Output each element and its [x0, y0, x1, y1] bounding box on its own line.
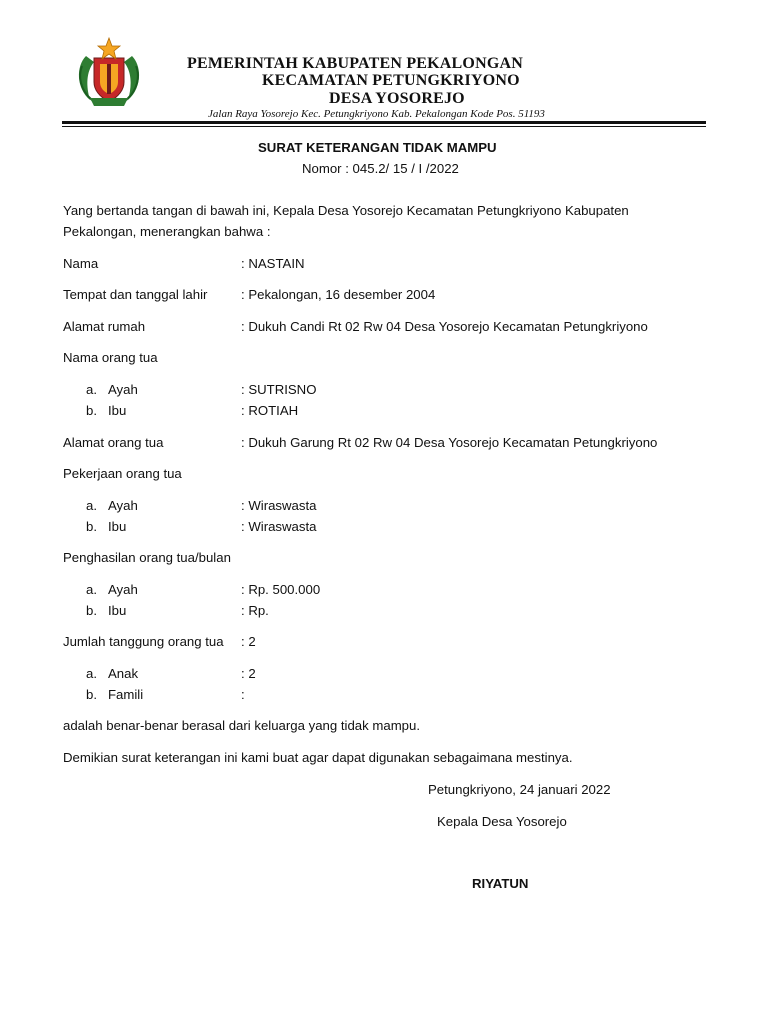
field-value-mother-name: : ROTIAH: [241, 403, 299, 418]
signature-position: Kepala Desa Yosorejo: [437, 814, 567, 829]
list-marker: b.: [86, 603, 97, 618]
field-value-name: : NASTAIN: [241, 256, 305, 271]
field-label-address: Alamat rumah: [63, 319, 146, 334]
letterhead-address: Jalan Raya Yosorejo Kec. Petungkriyono Kab. Pekalongan Kode Pos. 51193: [208, 108, 545, 120]
letterhead-district: KECAMATAN PETUNGKRIYONO: [262, 72, 520, 89]
list-marker: b.: [86, 519, 97, 534]
field-label-dependents: Jumlah tanggung orang tua: [63, 634, 224, 649]
field-value-mother-occupation: : Wiraswasta: [241, 519, 317, 534]
closing-text: Demikian surat keterangan ini kami buat agar dapat digunakan sebagaimana mestinya.: [63, 750, 573, 765]
letterhead-government: PEMERINTAH KABUPATEN PEKALONGAN: [187, 55, 523, 72]
list-marker: a.: [86, 382, 97, 397]
field-value-birth: : Pekalongan, 16 desember 2004: [241, 287, 436, 302]
field-label-mother-income: Ibu: [108, 603, 127, 618]
signature-place-date: Petungkriyono, 24 januari 2022: [428, 782, 611, 797]
field-label-birth: Tempat dan tanggal lahir: [63, 287, 208, 302]
list-marker: a.: [86, 498, 97, 513]
field-label-parents-address: Alamat orang tua: [63, 435, 164, 450]
field-label-parents-name: Nama orang tua: [63, 350, 158, 365]
field-value-father-occupation: : Wiraswasta: [241, 498, 317, 513]
field-label-parents-occupation: Pekerjaan orang tua: [63, 466, 182, 481]
field-label-mother-name: Ibu: [108, 403, 127, 418]
intro-line-1: Yang bertanda tangan di bawah ini, Kepala Desa Yosorejo Kecamatan Petungkriyono Kabupaten: [63, 203, 629, 218]
letterhead-village: DESA YOSOREJO: [329, 90, 465, 107]
field-label-family: Famili: [108, 687, 144, 702]
field-value-father-name: : SUTRISNO: [241, 382, 317, 397]
field-label-parents-income: Penghasilan orang tua/bulan: [63, 550, 231, 565]
intro-line-2: Pekalongan, menerangkan bahwa :: [63, 224, 271, 239]
document-number: Nomor : 045.2/ 15 / I /2022: [302, 161, 459, 176]
document-title: SURAT KETERANGAN TIDAK MAMPU: [258, 140, 497, 155]
field-value-mother-income: : Rp.: [241, 603, 269, 618]
field-value-address: : Dukuh Candi Rt 02 Rw 04 Desa Yosorejo Kecamatan Petungkriyono: [241, 319, 648, 334]
field-label-father-income: Ayah: [108, 582, 138, 597]
field-value-father-income: : Rp. 500.000: [241, 582, 321, 597]
letterhead-divider-thin: [62, 126, 706, 127]
field-label-children: Anak: [108, 666, 139, 681]
field-value-children: : 2: [241, 666, 256, 681]
field-label-mother-occupation: Ibu: [108, 519, 127, 534]
letterhead-divider-thick: [62, 121, 706, 124]
list-marker: a.: [86, 582, 97, 597]
field-value-family: :: [241, 687, 245, 702]
list-marker: b.: [86, 687, 97, 702]
statement-text: adalah benar-benar berasal dari keluarga yang tidak mampu.: [63, 718, 421, 733]
field-label-father-occupation: Ayah: [108, 498, 138, 513]
field-value-dependents: : 2: [241, 634, 256, 649]
regency-emblem-logo: [74, 36, 144, 108]
field-label-father-name: Ayah: [108, 382, 138, 397]
list-marker: a.: [86, 666, 97, 681]
field-label-name: Nama: [63, 256, 99, 271]
list-marker: b.: [86, 403, 97, 418]
field-value-parents-address: : Dukuh Garung Rt 02 Rw 04 Desa Yosorejo Kecamatan Petungkriyono: [241, 435, 658, 450]
signature-name: RIYATUN: [472, 876, 529, 891]
